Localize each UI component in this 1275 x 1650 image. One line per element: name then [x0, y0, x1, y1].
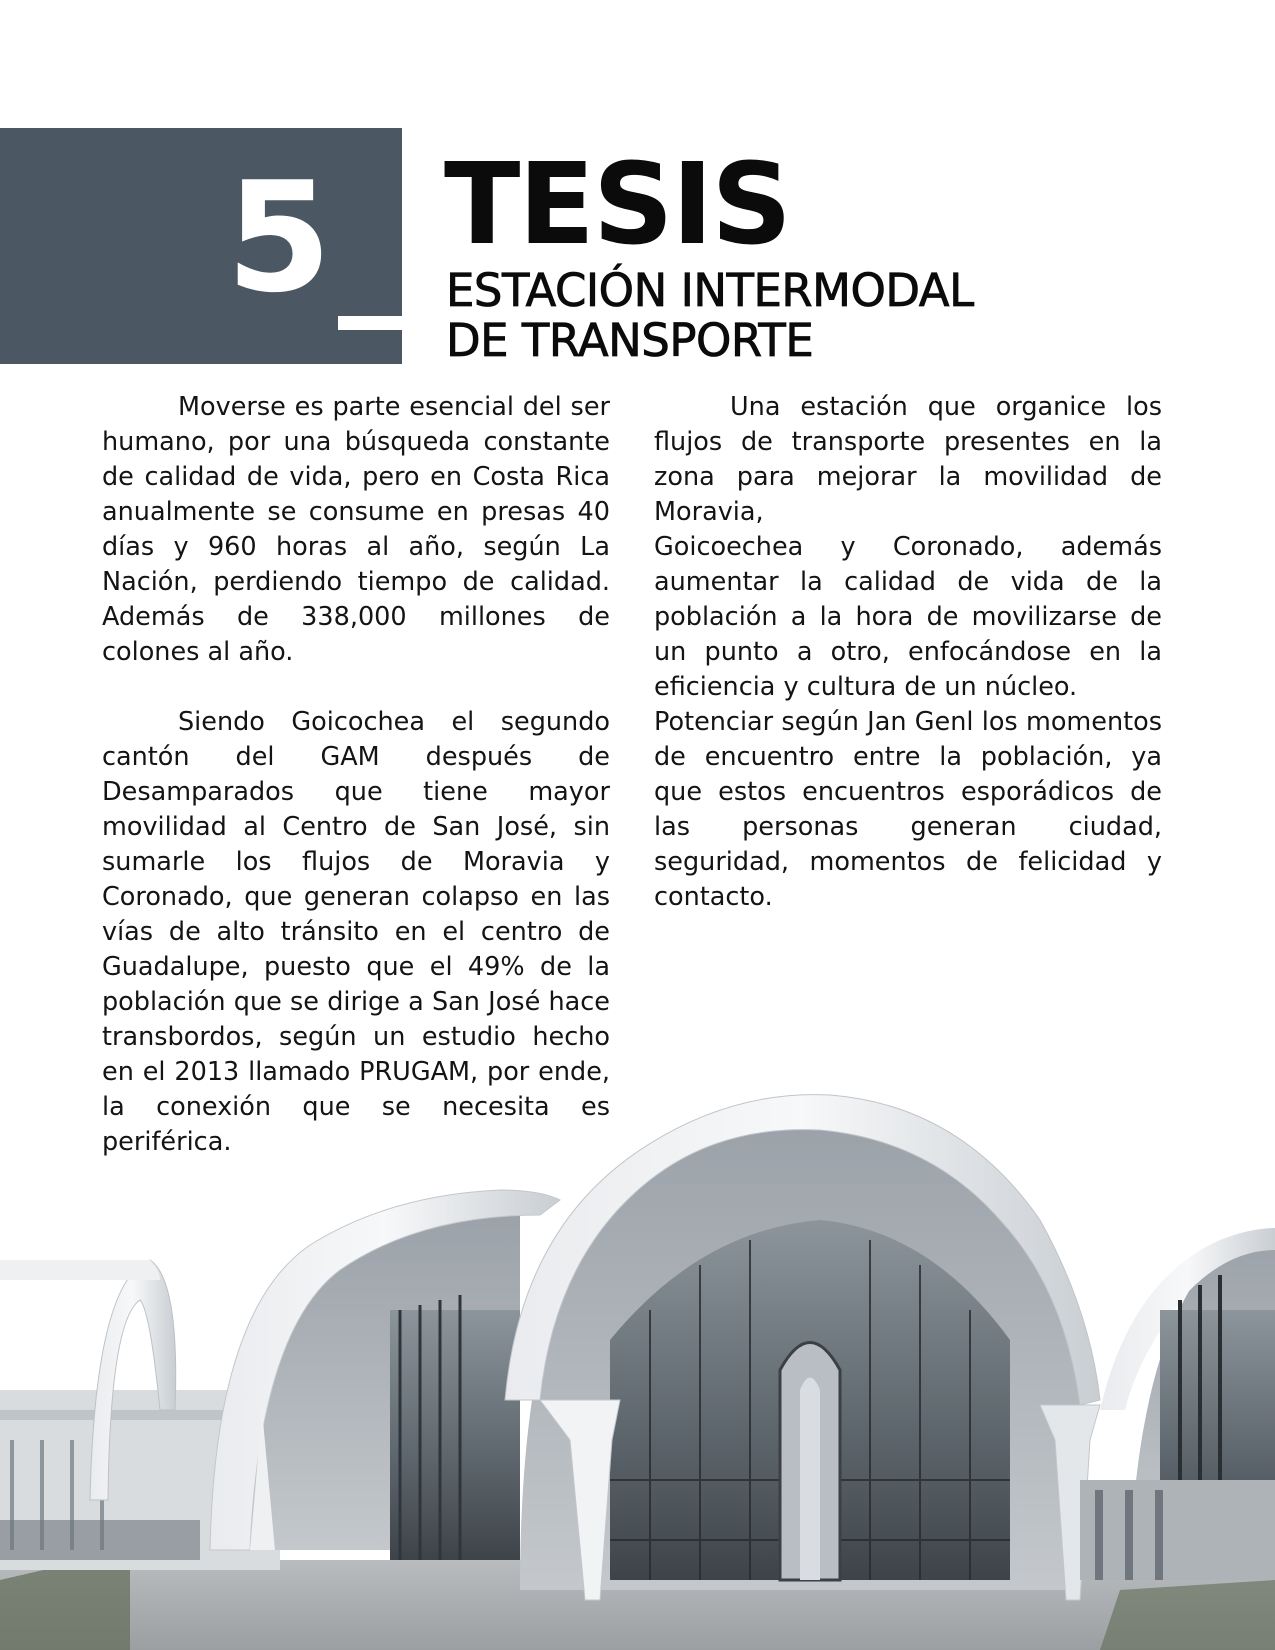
right-paragraph-3: Potenciar según Jan Genl los momentos de encuentro entre la población, ya que estos encuentros esporádicos de las personas generan ciudad, seguridad, momentos de felicidad y contacto.	[654, 707, 1162, 912]
chapter-number: 5	[226, 149, 328, 326]
left-text-column	[102, 390, 610, 1160]
right-text-column	[654, 390, 1162, 915]
subtitle-line-1: ESTACIÓN INTERMODAL	[446, 264, 974, 317]
right-paragraph-1: Una estación que organice los flujos de transporte presentes en la zona para mejorar la movilidad de Moravia,	[654, 392, 1162, 527]
chapter-underscore	[338, 316, 402, 330]
left-paragraph-2: Siendo Goicochea el segundo cantón del GAM después de Desamparados que tiene mayor movilidad al Centro de San José, sin sumarle los flujos de Moravia y Coronado, que generan colapso en las vías de alto tránsito en el centro de Guadalupe, puesto que el 49% de la población que se dirige a San José hace transbordos, según un estudio hecho en el 2013 llamado PRUGAM, por ende, la conexión que se necesita es periférica.	[102, 707, 610, 1157]
right-paragraph-2: Goicoechea y Coronado, además aumentar la calidad de vida de la población a la hora de movilizarse de un punto a otro, enfocándose en la eficiencia y cultura de un núcleo.	[654, 532, 1162, 702]
page-subtitle	[446, 266, 1086, 366]
station-building-render	[0, 1080, 1275, 1650]
page-title: TESIS	[444, 140, 790, 270]
left-paragraph-1: Moverse es parte esencial del ser humano, por una búsqueda constante de calidad de vida, pero en Costa Rica anualmente se consume en presas 40 días y 960 horas al año, según La Nación, perdiendo tiempo de calidad. Además de 338,000 millones de colones al año.	[102, 392, 610, 667]
subtitle-line-2: DE TRANSPORTE	[446, 314, 814, 367]
